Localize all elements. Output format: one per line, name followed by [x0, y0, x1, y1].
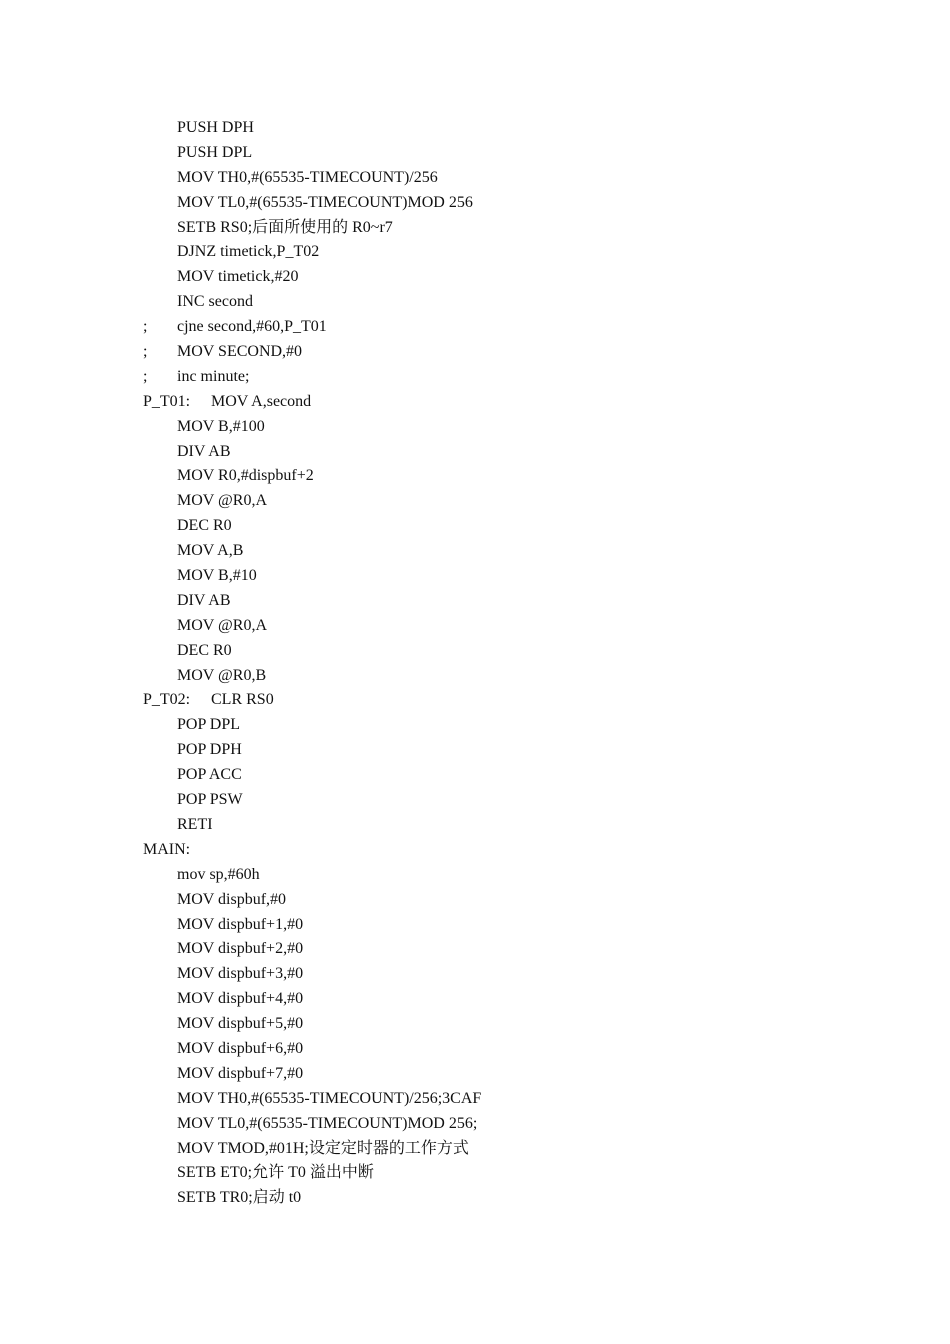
code-line: [143, 913, 863, 938]
code-instruction: CLR RS0: [211, 691, 274, 709]
code-line: [143, 166, 863, 191]
code-line: [143, 514, 863, 539]
code-instruction: PUSH DPH: [177, 119, 254, 136]
code-instruction: MOV TL0,#(65535-TIMECOUNT)MOD 256;: [177, 1114, 478, 1132]
code-instruction: MOV B,#100: [177, 417, 265, 435]
code-instruction: DIV AB: [177, 442, 231, 460]
code-line: [143, 1112, 863, 1137]
code-line: [143, 265, 863, 290]
code-label: MAIN:: [143, 840, 191, 858]
code-line: [143, 240, 863, 265]
code-instruction: MOV TH0,#(65535-TIMECOUNT)/256;3CAF: [177, 1089, 482, 1107]
code-instruction: POP ACC: [177, 766, 242, 784]
code-line: [143, 1012, 863, 1037]
code-instruction: MOV dispbuf,#0: [177, 890, 287, 908]
code-instruction: MOV dispbuf+6,#0: [177, 1039, 304, 1057]
code-instruction: MOV dispbuf+5,#0: [177, 1015, 304, 1033]
code-line: [143, 688, 863, 713]
code-line: [143, 1037, 863, 1062]
code-line: [143, 1137, 863, 1162]
code-instruction: MOV SECOND,#0: [177, 343, 303, 361]
code-instruction: MOV timetick,#20: [177, 268, 299, 286]
code-instruction: MOV dispbuf+1,#0: [177, 915, 304, 933]
code-line: [143, 962, 863, 987]
comment-marker: ;: [143, 367, 148, 385]
code-line: [143, 863, 863, 888]
code-line: [143, 489, 863, 514]
code-instruction: MOV TH0,#(65535-TIMECOUNT)/256: [177, 168, 438, 186]
code-line: [143, 340, 863, 365]
code-line: [143, 664, 863, 689]
code-line: [143, 315, 863, 340]
code-line: [143, 365, 863, 390]
code-line: [143, 763, 863, 788]
code-label: P_T02:: [143, 691, 191, 709]
code-line: [143, 738, 863, 763]
code-instruction: mov sp,#60h: [177, 865, 260, 883]
code-line: [143, 813, 863, 838]
code-instruction: MOV TL0,#(65535-TIMECOUNT)MOD 256: [177, 193, 473, 211]
code-line: [143, 1087, 863, 1112]
code-line: [143, 713, 863, 738]
code-instruction: MOV dispbuf+7,#0: [177, 1064, 304, 1082]
code-line: [143, 788, 863, 813]
code-line: [143, 987, 863, 1012]
code-line: [143, 191, 863, 216]
code-instruction: MOV A,B: [177, 542, 244, 560]
code-line: [143, 116, 863, 141]
code-instruction: MOV @R0,A: [177, 492, 268, 510]
code-instruction: POP PSW: [177, 791, 243, 809]
code-instruction: MOV TMOD,#01H;设定定时器的工作方式: [177, 1139, 469, 1157]
code-instruction: DJNZ timetick,P_T02: [177, 243, 320, 261]
code-instruction: DIV AB: [177, 591, 231, 609]
code-instruction: RETI: [177, 815, 213, 833]
assembly-code-listing: [143, 116, 863, 1211]
code-line: [143, 415, 863, 440]
code-line: [143, 216, 863, 241]
code-instruction: MOV dispbuf+4,#0: [177, 990, 304, 1008]
code-instruction: MOV dispbuf+2,#0: [177, 940, 304, 958]
code-line: [143, 1186, 863, 1211]
code-line: [143, 639, 863, 664]
code-instruction: inc minute;: [177, 367, 250, 385]
code-instruction: PUSH DPL: [177, 143, 253, 161]
code-line: [143, 290, 863, 315]
code-instruction: MOV @R0,A: [177, 616, 268, 634]
code-line: [143, 390, 863, 415]
code-line: [143, 464, 863, 489]
code-instruction: cjne second,#60,P_T01: [177, 318, 327, 336]
code-line: [143, 539, 863, 564]
comment-marker: ;: [143, 318, 148, 336]
code-line: [143, 589, 863, 614]
code-line: [143, 141, 863, 166]
code-instruction: SETB TR0;启动 t0: [177, 1189, 302, 1207]
code-instruction: INC second: [177, 293, 253, 311]
code-line: [143, 888, 863, 913]
code-instruction: DEC R0: [177, 641, 232, 659]
code-instruction: DEC R0: [177, 517, 232, 535]
code-label: P_T01:: [143, 392, 191, 410]
code-instruction: MOV dispbuf+3,#0: [177, 965, 304, 983]
code-line: [143, 440, 863, 465]
code-line: [143, 937, 863, 962]
code-line: [143, 564, 863, 589]
code-line: [143, 614, 863, 639]
code-instruction: SETB ET0;允许 T0 溢出中断: [177, 1164, 374, 1182]
code-instruction: MOV @R0,B: [177, 666, 267, 684]
code-line: [143, 1161, 863, 1186]
code-line: [143, 1062, 863, 1087]
code-instruction: MOV A,second: [211, 392, 312, 410]
comment-marker: ;: [143, 343, 148, 361]
code-instruction: POP DPL: [177, 716, 240, 734]
code-line: [143, 838, 863, 863]
code-instruction: SETB RS0;后面所使用的 R0~r7: [177, 218, 393, 236]
code-instruction: MOV R0,#dispbuf+2: [177, 467, 314, 485]
code-instruction: MOV B,#10: [177, 567, 257, 585]
code-instruction: POP DPH: [177, 741, 242, 759]
